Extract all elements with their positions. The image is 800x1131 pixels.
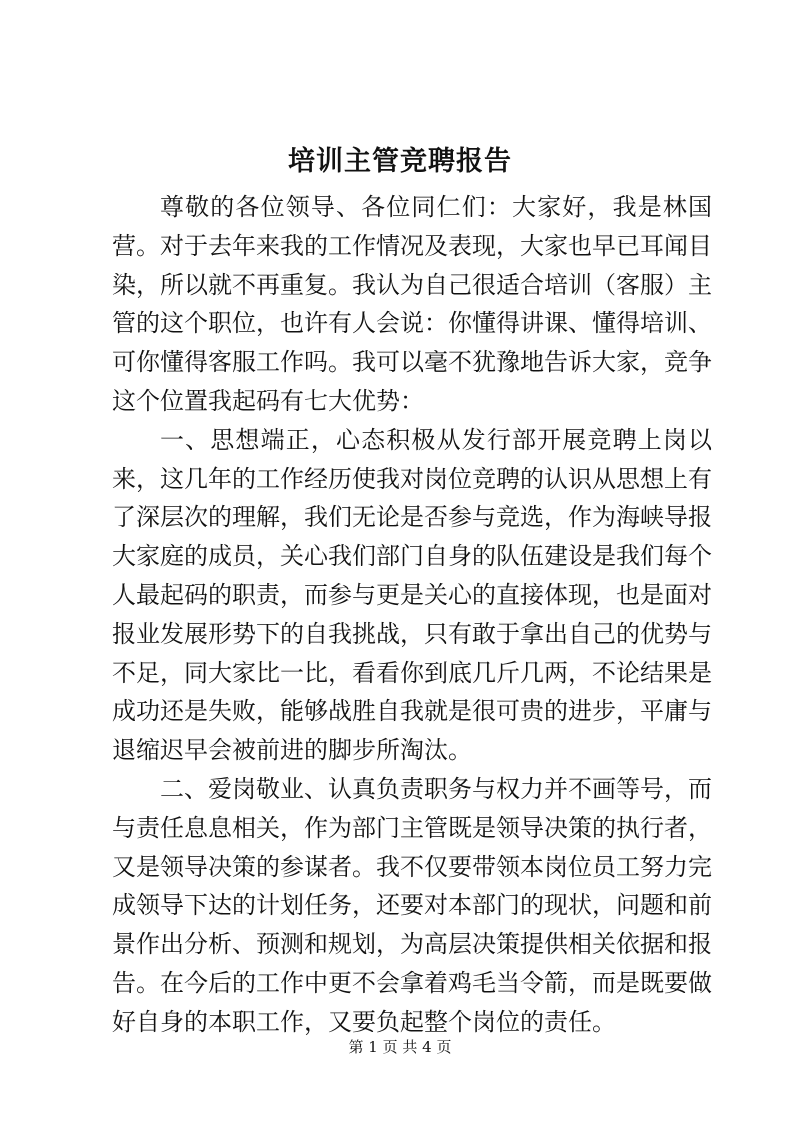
paragraph-advantage-2: 二、爱岗敬业、认真负责职务与权力并不画等号，而与责任息息相关，作为部门主管既是领导决策的执行者，又是领导决策的参谋者。我不仅要带领本岗位员工努力完成领导下达的计划任务，还要对本部门的现状，问题和前景作出分析、预测和规划，为高层决策提供相关依据和报告。在今后的工作中更不会拿着鸡毛当令箭，而是既要做好自身的本职工作，又要负起整个岗位的责任。 xyxy=(112,774,712,1036)
paragraph-greeting: 尊敬的各位领导、各位同仁们：大家好，我是林国营。对于去年来我的工作情况及表现，大家也早已耳闻目染，所以就不再重复。我认为自己很适合培训（客服）主管的这个职位，也许有人会说：你懂得讲课、懂得培训、可你懂得客服工作吗。我可以毫不犹豫地告诉大家，竞争这个位置我起码有七大优势： xyxy=(112,193,712,415)
document-body xyxy=(112,188,712,1042)
document-title: 培训主管竞聘报告 xyxy=(288,146,512,177)
paragraph-advantage-1: 一、思想端正，心态积极从发行部开展竞聘上岗以来，这几年的工作经历使我对岗位竞聘的认识从思想上有了深层次的理解，我们无论是否参与竞选，作为海峡导报大家庭的成员，关心我们部门自身的队伍建设是我们每个人最起码的职责，而参与更是关心的直接体现，也是面对报业发展形势下的自我挑战，只有敢于拿出自己的优势与不足，同大家比一比，看看你到底几斤几两，不论结果是成功还是失败，能够战胜自我就是很可贵的进步，平庸与退缩迟早会被前进的脚步所淘汰。 xyxy=(112,425,712,765)
page-footer: 第 1 页 共 4 页 xyxy=(348,1038,452,1056)
